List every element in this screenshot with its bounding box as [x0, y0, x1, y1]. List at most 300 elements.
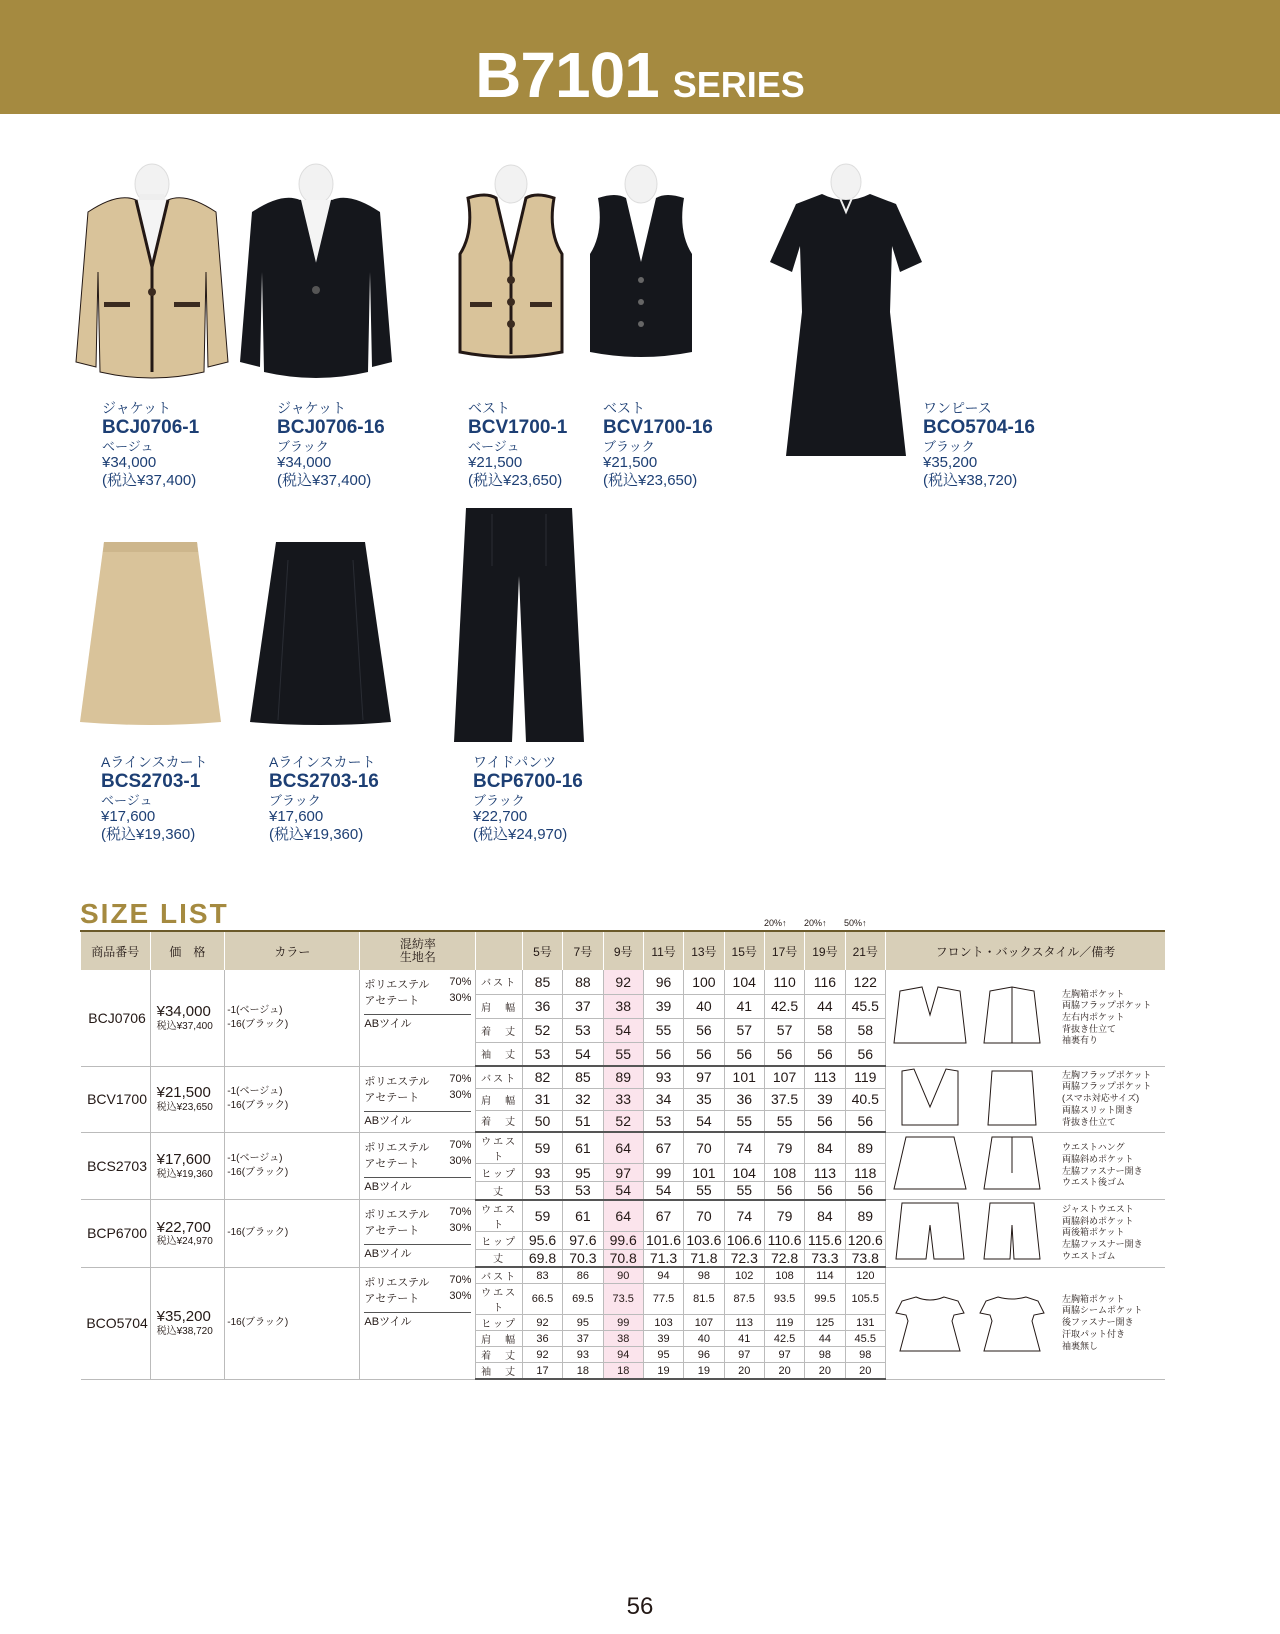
note-line: 袖裏無し [1061, 1340, 1098, 1351]
style-sketch-icon [886, 1291, 1056, 1353]
size-value: 18 [563, 1363, 603, 1380]
product-code-cell: BCV1700 [81, 1066, 151, 1132]
size-value: 73.5 [603, 1284, 643, 1315]
price-cell [150, 1132, 225, 1200]
size-value: 101 [724, 1066, 764, 1088]
price-cell [150, 1267, 225, 1379]
size-value: 35 [684, 1088, 724, 1110]
color-option: -16(ブラック) [227, 1018, 289, 1030]
fabric-cell [360, 1200, 476, 1268]
size-value: 102 [724, 1267, 764, 1284]
size-value: 92 [522, 1315, 562, 1331]
size-value: 67 [643, 1200, 683, 1232]
measure-label: バスト [476, 1066, 522, 1088]
size-value: 105.5 [845, 1284, 885, 1315]
size-value: 44 [805, 994, 845, 1018]
size-value: 69.5 [563, 1284, 603, 1315]
style-sketch-icon [886, 985, 1056, 1047]
fabric-cell [360, 1132, 476, 1200]
size-value: 56 [845, 1042, 885, 1066]
size-value: 101.6 [643, 1231, 683, 1249]
size-value: 88 [563, 970, 603, 994]
price-cell [150, 1200, 225, 1268]
size-value: 97 [724, 1347, 764, 1363]
size-value: 56 [845, 1110, 885, 1132]
style-illustration [885, 1200, 1062, 1268]
size-value: 89 [845, 1132, 885, 1164]
measure-label: ウエスト [476, 1132, 522, 1164]
size-value: 108 [764, 1164, 804, 1182]
product-code: BCP6700-16 [473, 770, 583, 792]
style-sketch-icon [886, 1067, 1056, 1129]
size-value: 36 [724, 1088, 764, 1110]
measure-label: 肩 幅 [476, 1331, 522, 1347]
fabric-line [364, 1274, 475, 1290]
size-value: 94 [603, 1347, 643, 1363]
product-category: ジャケット [102, 400, 172, 416]
measure-label: バスト [476, 970, 522, 994]
size-value: 93 [563, 1347, 603, 1363]
size-value: 20 [805, 1363, 845, 1380]
size-value: 85 [563, 1066, 603, 1088]
size-row [81, 1132, 1166, 1164]
measure-label: 丈 [476, 1249, 522, 1267]
fabric-material: アセテート [364, 995, 420, 1007]
fabric-ratio: 30% [449, 1088, 472, 1101]
product-color: ブラック [277, 438, 329, 454]
size-value: 34 [643, 1088, 683, 1110]
size-value: 86 [563, 1267, 603, 1284]
color-option: -1(ベージュ) [227, 1152, 283, 1164]
pants-black-image [452, 506, 586, 744]
size-value: 92 [522, 1347, 562, 1363]
header-size: 19号 [805, 931, 845, 970]
size-value: 56 [764, 1182, 804, 1200]
product-card-bcp6700-16 [473, 754, 583, 844]
size-value: 100 [684, 970, 724, 994]
size-list-title: SIZE LIST [80, 898, 229, 929]
color-cell [225, 1200, 360, 1268]
fabric-line [364, 1155, 475, 1171]
size-value: 50 [522, 1110, 562, 1132]
dress-black-image [766, 162, 926, 462]
product-card-bcv1700-16 [603, 400, 713, 490]
measure-label: ウエスト [476, 1200, 522, 1232]
fabric-line [364, 1139, 475, 1155]
size-value: 59 [522, 1132, 562, 1164]
note-line: ウエスト後ゴム [1061, 1177, 1125, 1188]
size-value: 97 [764, 1347, 804, 1363]
product-code-cell: BCO5704 [81, 1267, 151, 1379]
size-value: 95 [563, 1164, 603, 1182]
size-table-header [81, 931, 1166, 970]
fabric-ratio: 70% [449, 1072, 472, 1085]
size-value: 40.5 [845, 1088, 885, 1110]
size-value: 55 [684, 1182, 724, 1200]
fabric-ratio: 30% [449, 992, 472, 1004]
size-value: 71.8 [684, 1249, 724, 1267]
product-price: ¥35,200 [923, 454, 978, 472]
note-line: 両脇斜めポケット [1061, 1154, 1134, 1165]
tax-price-value: 税込¥19,360 [156, 1168, 213, 1180]
style-illustration [885, 1132, 1062, 1200]
size-value: 90 [603, 1267, 643, 1284]
header-size: 9号 [603, 931, 643, 970]
product-card-bcs2703-16 [269, 754, 379, 844]
size-value: 104 [724, 1164, 764, 1182]
size-value: 66.5 [522, 1284, 562, 1315]
size-value: 37 [563, 994, 603, 1018]
size-value: 96 [684, 1347, 724, 1363]
note-line: 背抜き仕立て [1061, 1023, 1116, 1034]
size-value: 106.6 [724, 1231, 764, 1249]
size-value: 74 [724, 1132, 764, 1164]
product-card-bcv1700-1 [468, 400, 567, 490]
size-value: 40 [684, 994, 724, 1018]
color-option: -16(ブラック) [227, 1227, 289, 1239]
size-value: 36 [522, 994, 562, 1018]
measure-label: 袖 丈 [476, 1042, 522, 1066]
measure-label: 肩 幅 [476, 994, 522, 1018]
size-value: 119 [845, 1066, 885, 1088]
price-value: ¥22,700 [156, 1218, 211, 1236]
product-tax-price: (税込¥23,650) [468, 471, 563, 489]
size-value: 53 [522, 1042, 562, 1066]
note-line: 両脇フラップポケット [1061, 1081, 1152, 1092]
series-label: SERIES [672, 64, 805, 105]
skirt-beige-image [78, 540, 223, 730]
fabric-ratio: 30% [449, 1222, 472, 1234]
fabric-cell [360, 1267, 476, 1379]
size-row [81, 1267, 1166, 1284]
size-row [81, 970, 1166, 994]
fabric-cell [360, 970, 476, 1066]
size-value: 41 [724, 1331, 764, 1347]
product-code-cell: BCP6700 [81, 1200, 151, 1268]
series-code: B7101 [475, 39, 659, 111]
size-value: 70 [684, 1132, 724, 1164]
size-value: 94 [643, 1267, 683, 1284]
size-value: 56 [764, 1042, 804, 1066]
size-value: 92 [603, 970, 643, 994]
fabric-line [364, 976, 475, 992]
size-value: 74 [724, 1200, 764, 1232]
measure-label: 着 丈 [476, 1347, 522, 1363]
fabric-ratio: 30% [449, 1154, 472, 1167]
size-value: 73.3 [805, 1249, 845, 1267]
header-color: カラー [225, 931, 360, 970]
jacket-black-image [232, 162, 400, 387]
tax-price-value: 税込¥23,650 [156, 1101, 213, 1113]
size-value: 54 [684, 1110, 724, 1132]
size-value: 53 [563, 1182, 603, 1200]
size-value: 103.6 [684, 1231, 724, 1249]
header-size: 5号 [522, 931, 562, 970]
product-card-bcj0706-16 [277, 400, 385, 490]
size-value: 93.5 [764, 1284, 804, 1315]
size-value: 42.5 [764, 1331, 804, 1347]
size-value: 38 [603, 994, 643, 1018]
size-value: 113 [805, 1164, 845, 1182]
size-value: 45.5 [845, 1331, 885, 1347]
size-value: 55 [603, 1042, 643, 1066]
size-value: 67 [643, 1132, 683, 1164]
color-cell [225, 1066, 360, 1132]
product-price: ¥34,000 [277, 454, 332, 472]
size-value: 56 [845, 1182, 885, 1200]
size-value: 72.8 [764, 1249, 804, 1267]
size-value: 96 [643, 970, 683, 994]
tax-price-value: 税込¥24,970 [156, 1236, 213, 1247]
color-option: -16(ブラック) [227, 1317, 289, 1328]
size-value: 104 [724, 970, 764, 994]
size-value: 36 [522, 1331, 562, 1347]
size-value: 38 [603, 1331, 643, 1347]
size-value: 107 [684, 1315, 724, 1331]
product-category: ベスト [468, 400, 510, 416]
header-measure [476, 931, 522, 970]
size-value: 56 [724, 1042, 764, 1066]
header-size: 11号 [643, 931, 683, 970]
measure-label: バスト [476, 1267, 522, 1284]
header-size: 13号 [684, 931, 724, 970]
percent-note: 20%↑ [804, 918, 827, 928]
size-value: 40 [684, 1331, 724, 1347]
product-card-bcs2703-1 [101, 754, 208, 844]
page-number: 56 [626, 1593, 654, 1620]
note-line: 左脇ファスナー開き [1061, 1239, 1143, 1250]
product-code: BCS2703-1 [101, 770, 201, 792]
product-category: ベスト [603, 400, 645, 416]
size-value: 57 [724, 1018, 764, 1042]
fabric-name: ABツイル [364, 1244, 471, 1261]
measure-label: ヒップ [476, 1315, 522, 1331]
size-value: 55 [724, 1110, 764, 1132]
size-value: 37.5 [764, 1088, 804, 1110]
size-value: 41 [724, 994, 764, 1018]
size-value: 70 [684, 1200, 724, 1232]
note-line: 両脇シームポケット [1061, 1305, 1143, 1316]
size-value: 54 [603, 1018, 643, 1042]
color-option: -16(ブラック) [227, 1166, 289, 1178]
note-line: ウエストゴム [1061, 1250, 1116, 1261]
fabric-material: アセテート [364, 1292, 420, 1305]
measure-label: ウエスト [476, 1284, 522, 1315]
product-tax-price: (税込¥37,400) [277, 471, 372, 489]
color-option: -1(ベージュ) [227, 1086, 283, 1097]
size-value: 52 [603, 1110, 643, 1132]
measure-label: 着 丈 [476, 1018, 522, 1042]
size-value: 20 [764, 1363, 804, 1380]
fabric-ratio: 70% [449, 1273, 472, 1286]
size-value: 119 [764, 1315, 804, 1331]
price-cell [150, 970, 225, 1066]
fabric-ratio: 70% [449, 1138, 472, 1151]
product-code: BCV1700-1 [468, 416, 568, 438]
header-price: 価 格 [150, 931, 225, 970]
fabric-ratio: 70% [449, 976, 472, 988]
note-line: 両脇フラップポケット [1061, 1000, 1152, 1011]
notes-cell [1062, 1066, 1165, 1132]
size-value: 53 [563, 1018, 603, 1042]
style-sketch-icon [886, 1133, 1056, 1195]
size-value: 131 [845, 1315, 885, 1331]
note-line: 袖裏有り [1061, 1035, 1098, 1046]
size-value: 97 [603, 1164, 643, 1182]
fabric-line [364, 1222, 475, 1238]
size-value: 97 [684, 1066, 724, 1088]
style-illustration [885, 1267, 1062, 1379]
product-code-cell: BCJ0706 [81, 970, 151, 1066]
product-tax-price: (税込¥24,970) [473, 825, 568, 843]
series-title [0, 38, 1280, 112]
size-value: 37 [563, 1331, 603, 1347]
size-value: 55 [764, 1110, 804, 1132]
note-line: ウエストハング [1061, 1142, 1125, 1153]
size-value: 89 [603, 1066, 643, 1088]
size-value: 95 [563, 1315, 603, 1331]
header-notes: フロント・バックスタイル／備考 [885, 931, 1165, 970]
size-value: 73.8 [845, 1249, 885, 1267]
size-value: 39 [805, 1088, 845, 1110]
size-value: 72.3 [724, 1249, 764, 1267]
measure-label: 着 丈 [476, 1110, 522, 1132]
fabric-name: ABツイル [364, 1312, 471, 1329]
size-value: 95 [643, 1347, 683, 1363]
note-line: ジャストウエスト [1061, 1204, 1134, 1215]
size-value: 97.6 [563, 1231, 603, 1249]
product-category: ワンピース [923, 400, 992, 416]
product-price: ¥17,600 [269, 808, 324, 826]
size-value: 93 [522, 1164, 562, 1182]
product-tax-price: (税込¥23,650) [603, 471, 698, 489]
percent-note: 50%↑ [844, 918, 867, 928]
fabric-ratio: 70% [449, 1206, 472, 1218]
product-color: ブラック [923, 438, 975, 454]
note-line: 左脇ファスナー開き [1061, 1165, 1143, 1176]
header-code: 商品番号 [81, 931, 151, 970]
product-price: ¥34,000 [102, 454, 157, 472]
size-value: 110.6 [764, 1231, 804, 1249]
fabric-material: アセテート [364, 1157, 420, 1170]
note-line: 後ファスナー開き [1061, 1317, 1134, 1328]
product-code: BCS2703-16 [269, 770, 379, 792]
measure-label: 丈 [476, 1182, 522, 1200]
fabric-ratio: 30% [449, 1289, 472, 1302]
product-color: ベージュ [102, 438, 154, 454]
product-color: ベージュ [101, 792, 153, 808]
product-code: BCJ0706-1 [102, 416, 200, 438]
fabric-material: ポリエステル [364, 1141, 430, 1154]
fabric-name: ABツイル [364, 1014, 471, 1031]
measure-label: ヒップ [476, 1231, 522, 1249]
size-value: 95.6 [522, 1231, 562, 1249]
size-value: 20 [845, 1363, 885, 1380]
size-value: 79 [764, 1132, 804, 1164]
tax-price-value: 税込¥37,400 [156, 1020, 213, 1032]
fabric-line [364, 1206, 475, 1222]
size-value: 54 [603, 1182, 643, 1200]
price-value: ¥17,600 [156, 1151, 211, 1168]
color-cell [225, 1267, 360, 1379]
note-line: 背抜き仕立て [1061, 1116, 1116, 1127]
fabric-material: ポリエステル [364, 1075, 430, 1088]
size-value: 55 [724, 1182, 764, 1200]
note-line: 左胸箱ポケット [1061, 1293, 1125, 1304]
fabric-line [364, 992, 475, 1008]
header-size: 7号 [563, 931, 603, 970]
fabric-line [364, 1073, 475, 1089]
percent-note: 20%↑ [764, 918, 787, 928]
product-category: Aラインスカート [269, 754, 376, 770]
fabric-cell [360, 1066, 476, 1132]
size-value: 33 [603, 1088, 643, 1110]
size-value: 103 [643, 1315, 683, 1331]
header-fabric: 混紡率 生地名 [360, 931, 476, 970]
size-value: 108 [764, 1267, 804, 1284]
size-value: 122 [845, 970, 885, 994]
color-option: -16(ブラック) [227, 1100, 289, 1111]
size-value: 31 [522, 1088, 562, 1110]
size-value: 81.5 [684, 1284, 724, 1315]
size-value: 58 [845, 1018, 885, 1042]
size-value: 56 [684, 1018, 724, 1042]
size-value: 79 [764, 1200, 804, 1232]
product-card-bcj0706-1 [102, 400, 199, 490]
size-row [81, 1200, 1166, 1232]
size-value: 56 [643, 1042, 683, 1066]
size-value: 58 [805, 1018, 845, 1042]
product-color: ブラック [269, 792, 321, 808]
vest-beige-image [446, 162, 576, 372]
size-value: 101 [684, 1164, 724, 1182]
size-table-body [81, 970, 1166, 1379]
size-value: 71.3 [643, 1249, 683, 1267]
style-illustration [885, 970, 1062, 1066]
size-row [81, 1066, 1166, 1088]
fabric-material: ポリエステル [364, 1276, 430, 1289]
header-size: 21号 [845, 931, 885, 970]
fabric-material: アセテート [364, 1225, 420, 1237]
size-value: 54 [563, 1042, 603, 1066]
size-value: 18 [603, 1363, 643, 1380]
price-value: ¥35,200 [156, 1308, 211, 1326]
size-value: 113 [724, 1315, 764, 1331]
size-value: 98 [845, 1347, 885, 1363]
color-cell [225, 1132, 360, 1200]
product-tax-price: (税込¥19,360) [269, 825, 364, 843]
size-value: 87.5 [724, 1284, 764, 1315]
size-value: 82 [522, 1066, 562, 1088]
size-value: 53 [522, 1182, 562, 1200]
size-value: 61 [563, 1132, 603, 1164]
size-value: 120 [845, 1267, 885, 1284]
note-line: 汗取パット付き [1061, 1328, 1125, 1339]
color-option: -1(ベージュ) [227, 1004, 283, 1016]
size-value: 64 [603, 1200, 643, 1232]
measure-label: 袖 丈 [476, 1363, 522, 1380]
jacket-beige-image [68, 162, 236, 387]
product-card-bco5704-16 [923, 400, 1035, 490]
fabric-material: アセテート [364, 1091, 420, 1104]
note-line: 両脇斜めポケット [1061, 1215, 1134, 1226]
product-price: ¥21,500 [603, 454, 658, 472]
size-value: 113 [805, 1066, 845, 1088]
size-value: 52 [522, 1018, 562, 1042]
color-cell [225, 970, 360, 1066]
size-value: 55 [643, 1018, 683, 1042]
size-value: 69.8 [522, 1249, 562, 1267]
